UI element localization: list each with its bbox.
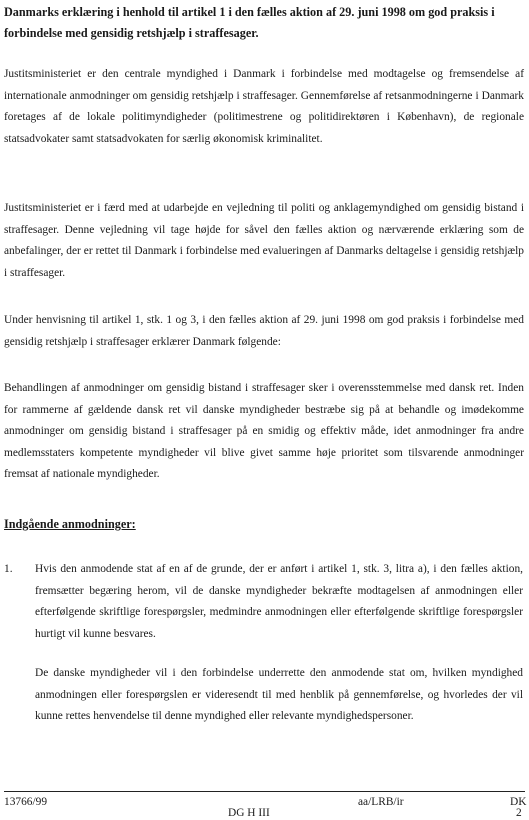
footer-doc-number: 13766/99	[4, 796, 48, 808]
item-text: Hvis den anmodende stat af en af de grunde, der er anført i artikel 1, stk. 3, litra a), i den fælles aktion, fremsætter begæring herom, vil de danske myndigheder bekræfte modtagelsen af anmodningen eller efterfølgende skriftlige forespørgsler, medmindre anmodningen eller efterfølgende skriftlige forespørgsler hurtigt vil kunne besvares.	[35, 563, 523, 640]
document-title: Danmarks erklæring i henhold til artikel 1 i den fælles aktion af 29. juni 1998 om god praksis i forbindelse med gensidig retshjælp i straffesager.	[4, 5, 495, 40]
footer-language: DK	[510, 796, 527, 808]
paragraph-handling: Behandlingen af anmodninger om gensidig bistand i straffesager sker i overensstemmelse med dansk ret. Inden for rammerne af gældende dansk ret vil danske myndigheder bestræbe sig på at behandle og imødekomme anmodninger om gensidig bistand i straffesager på en smidig og effektiv måde, idet anmodninger fra andre medlemsstaters kompetente myndigheder vil blive givet samme høje prioritet som tilsvarende anmodninger fremsat af nationale myndigheder.	[4, 382, 524, 480]
item-number: 1.	[4, 563, 13, 575]
footer-directorate: DG H III	[228, 807, 270, 819]
paragraph-central-authority: Justitsministeriet er den centrale myndighed i Danmark i forbindelse med modtagelse og fremsendelse af internationale anmodninger om gensidig retshjælp i straffesager. Gennemførelse af retsanmodningerne i Danmark foretages af de lokale politimyndigheder (politimestrene og politidirektøren i København), de regionale statsadvokater samt statsadvokaten for særlig økonomisk kriminalitet.	[4, 68, 524, 145]
item-text-continued: De danske myndigheder vil i den forbindelse underrette den anmodende stat om, hvilken myndighed anmodningen eller forespørgslen er videresendt til med henblik på gennemførelse, og hvorledes der vil kunne rettes henvendelse til denne myndighed eller relevante myndighedspersoner.	[35, 667, 523, 722]
section-heading-incoming: Indgående anmodninger:	[4, 517, 136, 531]
paragraph-declaration-intro: Under henvisning til artikel 1, stk. 1 og 3, i den fælles aktion af 29. juni 1998 om god praksis i forbindelse med gensidig retshjælp i straffesager erklærer Danmark følgende:	[4, 314, 524, 348]
paragraph-guidance: Justitsministeriet er i færd med at udarbejde en vejledning til politi og anklagemyndighed om gensidig bistand i straffesager. Denne vejledning vil tage højde for såvel den fælles aktion og nærværende erklæring som de anbefalinger, der er rettet til Danmark i forbindelse med evalueringen af Danmarks deltagelse i gensidig retshjælp i straffesager.	[4, 202, 524, 279]
footer-divider	[4, 791, 525, 792]
footer-reference: aa/LRB/ir	[358, 796, 404, 808]
footer-page-number: 2	[516, 807, 522, 819]
